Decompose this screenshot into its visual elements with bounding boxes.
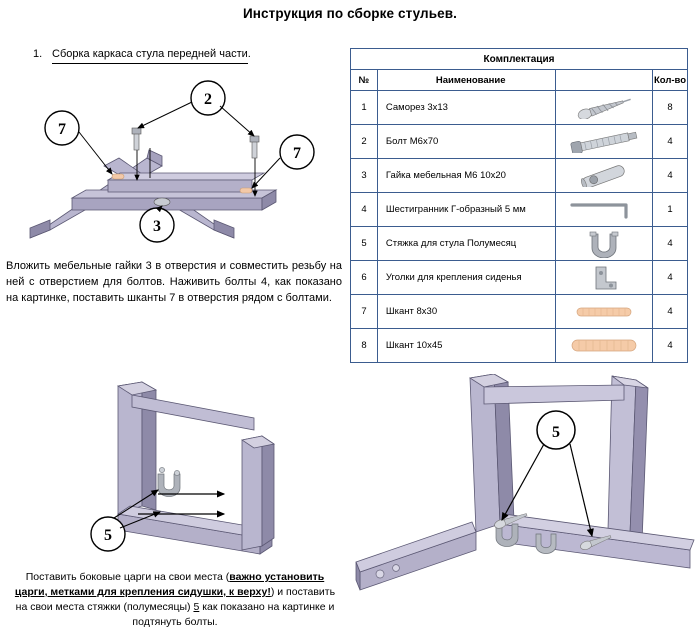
row-no: 2 [351, 125, 378, 159]
step-1-underline [52, 63, 248, 64]
step-2-caption-line4: картинке и подтянуть болты. [132, 601, 335, 628]
row-name: Шкант 8х30 [377, 295, 556, 329]
row-qty: 4 [653, 125, 688, 159]
step-1-title: Сборка каркаса стула передней части. [52, 48, 251, 60]
table-caption: Комплектация [351, 49, 688, 70]
table-row [351, 227, 688, 261]
step-2-caption-part1: Поставить боковые царги на свои места ( [25, 571, 230, 583]
row-qty: 8 [653, 91, 688, 125]
corner-bracket-icon [556, 262, 652, 294]
row-no: 8 [351, 329, 378, 363]
svg-text:7: 7 [58, 121, 66, 138]
figure-side-rails [10, 378, 340, 568]
row-image [556, 193, 653, 227]
step-2-caption-line3a: поставить на свои места стяжки (полумесяцы) [15, 586, 336, 613]
figure-front-frame [12, 70, 342, 250]
table-row [351, 295, 688, 329]
bolt-icon [556, 126, 652, 158]
step-2-caption-ref: 5 [193, 601, 200, 613]
step-1-caption-line1: Вложить мебельные гайки 3 в отверстия и совместить резьбу на [6, 260, 342, 272]
figure-frame-detail [350, 374, 695, 634]
step-2-caption-part2: ) и [270, 586, 284, 598]
row-no: 3 [351, 159, 378, 193]
step-2-caption-line3b: как показано на [199, 601, 280, 613]
parts-table [350, 48, 688, 363]
row-qty: 4 [653, 261, 688, 295]
row-qty: 4 [653, 227, 688, 261]
table-caption-row [351, 49, 688, 70]
row-no: 7 [351, 295, 378, 329]
row-qty: 4 [653, 329, 688, 363]
row-image [556, 91, 653, 125]
svg-text:5: 5 [104, 527, 112, 544]
screw-icon [556, 92, 652, 124]
row-name: Шкант 10х45 [377, 329, 556, 363]
row-name: Уголки для крепления сиденья [377, 261, 556, 295]
row-no: 6 [351, 261, 378, 295]
header-qty: Кол-во [653, 70, 688, 91]
step-1-caption-line3: картинке, поставить шканты 7 в отверстия рядом с болтами. [21, 292, 332, 304]
row-name: Болт М6х70 [377, 125, 556, 159]
step-2-caption-bold2: царги, метками для крепления сидушки, к верху! [14, 586, 271, 598]
row-qty: 4 [653, 295, 688, 329]
row-name: Саморез 3х13 [377, 91, 556, 125]
row-qty: 4 [653, 159, 688, 193]
barrel-nut-icon [556, 160, 652, 192]
row-no: 1 [351, 91, 378, 125]
svg-text:7: 7 [293, 145, 301, 162]
row-image [556, 159, 653, 193]
table-header-row [351, 70, 688, 91]
table-row [351, 125, 688, 159]
dowel-small-icon [556, 296, 652, 328]
row-no: 5 [351, 227, 378, 261]
row-qty: 1 [653, 193, 688, 227]
row-name: Гайка мебельная М6 10х20 [377, 159, 556, 193]
table-row [351, 193, 688, 227]
header-no: № [351, 70, 378, 91]
step-1-caption [6, 258, 342, 306]
row-name: Шестигранник Г-образный 5 мм [377, 193, 556, 227]
crescent-bracket-icon [556, 228, 652, 260]
hex-key-icon [556, 194, 652, 226]
header-image [556, 70, 653, 91]
row-image [556, 261, 653, 295]
row-image [556, 295, 653, 329]
step-1-number: 1. [33, 48, 43, 60]
table-row [351, 159, 688, 193]
row-image [556, 227, 653, 261]
table-row [351, 91, 688, 125]
svg-text:5: 5 [552, 424, 560, 441]
row-image [556, 329, 653, 363]
row-no: 4 [351, 193, 378, 227]
dowel-large-icon [556, 330, 652, 362]
step-2-caption-bold1: важно установить [229, 571, 325, 583]
svg-text:2: 2 [204, 91, 212, 108]
page-title: Инструкция по сборке стульев. [243, 6, 457, 21]
svg-text:3: 3 [153, 218, 161, 235]
row-name: Стяжка для стула Полумесяц [377, 227, 556, 261]
step-1-caption-line2: ней с отверстием для болтов. Наживить болты 4, как показано на [6, 276, 342, 304]
header-name: Наименование [377, 70, 556, 91]
row-image [556, 125, 653, 159]
table-row [351, 329, 688, 363]
step-2-caption [14, 570, 336, 630]
table-row [351, 261, 688, 295]
